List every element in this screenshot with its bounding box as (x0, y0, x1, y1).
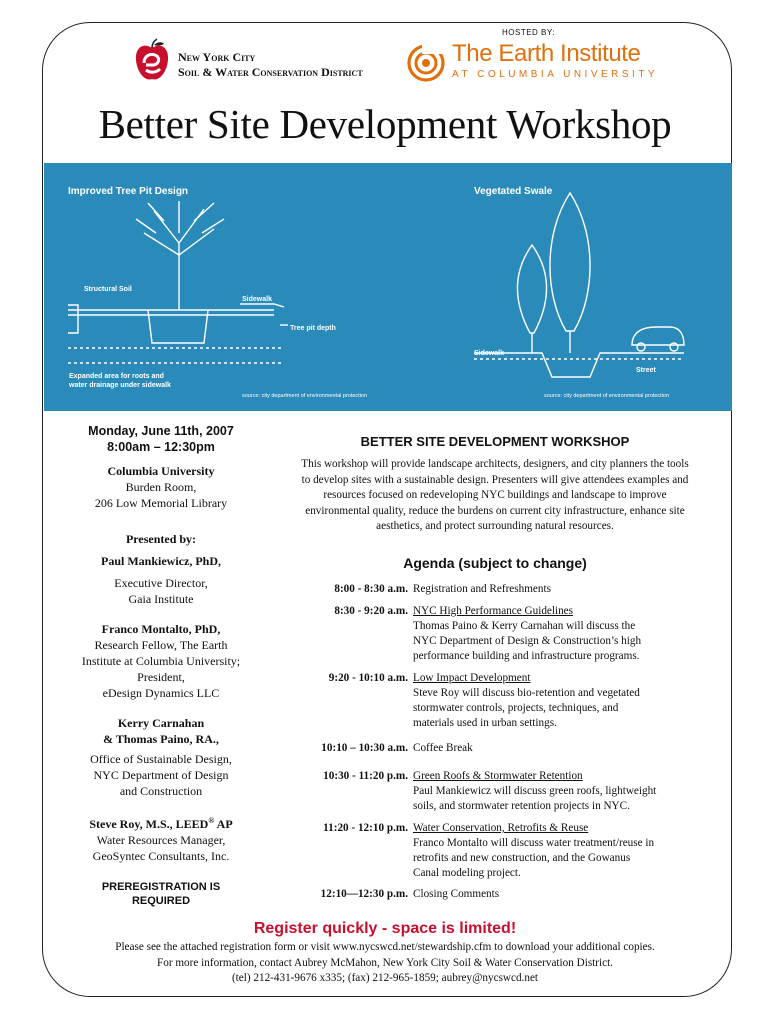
presenter-4-name (55, 813, 267, 832)
apple-logo-icon (133, 38, 171, 84)
agenda-title: Green Roofs & Stormwater Retention (413, 770, 583, 782)
prereg-line2: REQUIRED (131, 895, 191, 907)
banner-right-title: Vegetated Swale (474, 186, 553, 197)
agenda-desc: Steve Roy will discuss bio-retention and vegetated (413, 687, 640, 699)
banner-left-title: Improved Tree Pit Design (68, 186, 189, 197)
agenda-heading: Agenda (subject to change) (403, 555, 587, 571)
agenda-desc: Paul Mankiewicz will discuss green roofs, lightweight (413, 785, 657, 797)
register-notice: Register quickly - space is limited! (253, 920, 517, 937)
nyc-swcd-name (178, 50, 363, 80)
preregistration-notice (55, 880, 267, 908)
agenda-time: 8:00 - 8:30 a.m. (334, 583, 408, 595)
agenda-title: Coffee Break (413, 742, 473, 754)
presenter-4-name-text: Steve Roy, M.S., LEED (89, 817, 209, 831)
source-right: source: city department of environmental protection (544, 393, 670, 399)
agenda-time: 12:10—12:30 p.m. (320, 888, 408, 900)
event-library: 206 Low Memorial Library (94, 496, 228, 510)
agenda-desc: retrofits and new construction, and the Gowanus (413, 852, 631, 864)
intro-line5: aesthetics, and protect surrounding natural resources. (376, 520, 614, 532)
source-left: source: city department of environmental protection (242, 393, 368, 399)
agenda-time: 10:10 – 10:30 a.m. (321, 742, 408, 754)
agenda-desc: Canal modeling project. (413, 867, 521, 879)
workshop-intro (270, 457, 720, 535)
tree-pit-depth-label: Tree pit depth (290, 325, 336, 332)
intro-line3: resources focused on redeveloping NYC buildings and landscape to improve (323, 489, 667, 501)
intro-line2: to develop sites with a sustainable design. Presenters will give attendees examples and (301, 473, 689, 486)
prereg-line1: PREREGISTRATION IS (101, 881, 221, 893)
sidewalk-label: Sidewalk (242, 296, 272, 303)
agenda-desc: materials used in urban settings. (413, 717, 557, 729)
agenda-title: Water Conservation, Retrofits & Reuse (413, 822, 589, 834)
nyc-name-line1: New York City (178, 50, 256, 64)
footer-line1: Please see the attached registration form or visit www.nycswcd.net/stewardship.cfm to download your additional copies. (115, 941, 655, 953)
event-date: Monday, June 11th, 2007 (88, 424, 234, 438)
intro-line1: This workshop will provide landscape architects, designers, and city planners the tools (301, 458, 689, 470)
presenter-4-line2: GeoSyntec Consultants, Inc. (92, 849, 230, 863)
presenters-heading: Presented by: (125, 532, 197, 546)
agenda-time: 10:30 - 11:20 p.m. (323, 770, 408, 782)
agenda-desc: NYC Department of Design & Construction’s high (413, 635, 642, 647)
presenters (55, 531, 267, 864)
agenda-title: NYC High Performance Guidelines (413, 605, 574, 617)
agenda-desc: Franco Montalto will discuss water treatment/reuse in (413, 837, 655, 849)
presenter-2-line3: President, (137, 670, 185, 684)
agenda-desc: soils, and stormwater retention projects in NYC. (413, 800, 630, 812)
presenter-1-role: Executive Director, (114, 576, 208, 590)
earth-institute-logo-icon (407, 42, 445, 82)
intro-line4: environmental quality, reduce the burdens on current city infrastructure, enhance site (305, 504, 685, 517)
hosted-by-label: HOSTED BY: (502, 28, 556, 37)
event-room: Burden Room, (125, 480, 197, 494)
agenda-desc: stormwater controls, projects, techniques, and (413, 702, 619, 714)
presenter-4-ap: AP (214, 817, 233, 831)
presenter-2-line4: eDesign Dynamics LLC (102, 686, 220, 700)
event-details (55, 423, 267, 511)
agenda-desc: performance building and infrastructure programs. (413, 650, 640, 662)
footer-line3: (tel) 212-431-9676 x335; (fax) 212-965-1859; aubrey@nycswcd.net (231, 972, 539, 984)
presenter-3-line3: and Construction (119, 784, 203, 798)
earth-institute-title: The Earth Institute (452, 40, 641, 67)
expanded-area-label-2: water drainage under sidewalk (69, 382, 171, 389)
presenter-3-line2: NYC Department of Design (93, 768, 229, 782)
presenter-3-name-1: Kerry Carnahan (117, 716, 205, 730)
presenter-2-line2: Institute at Columbia University; (81, 654, 241, 668)
agenda-title: Closing Comments (413, 888, 500, 900)
agenda-time: 8:30 - 9:20 a.m. (334, 605, 408, 617)
sidewalk2-label: Sidewalk (474, 350, 504, 357)
presenter-1-org: Gaia Institute (128, 592, 194, 606)
event-venue: Columbia University (107, 464, 215, 478)
nyc-name-line2: Soil & Water Conservation District (178, 65, 363, 79)
agenda-time: 11:20 - 12:10 p.m. (323, 822, 408, 834)
page-title: Better Site Development Workshop (98, 101, 672, 147)
presenter-2-name: Franco Montalto, PhD, (101, 622, 221, 636)
presenter-1-name: Paul Mankiewicz, PhD, (101, 554, 221, 568)
footer-line2: For more information, contact Aubrey McMahon, New York City Soil & Water Conservation District. (157, 956, 613, 969)
presenter-2-line1: Research Fellow, The Earth (94, 638, 228, 652)
workshop-heading: BETTER SITE DEVELOPMENT WORKSHOP (360, 434, 630, 449)
swale-drawing (474, 193, 684, 377)
event-time: 8:00am – 12:30pm (107, 440, 215, 454)
presenter-3-name-2: & Thomas Paino, RA., (103, 732, 219, 746)
agenda-desc: Thomas Paino & Kerry Carnahan will discuss the (413, 620, 636, 632)
registered-mark: ® (208, 816, 215, 825)
illustration-banner (44, 163, 732, 411)
structural-soil-label: Structural Soil (84, 286, 132, 293)
banner-illustration (44, 163, 732, 411)
presenter-3-line1: Office of Sustainable Design, (90, 752, 232, 766)
agenda-time: 9:20 - 10:10 a.m. (328, 672, 408, 684)
presenter-4-line1: Water Resources Manager, (96, 833, 226, 847)
agenda-title: Registration and Refreshments (413, 583, 551, 595)
street-label: Street (636, 367, 656, 374)
earth-institute-subtitle: AT COLUMBIA UNIVERSITY (452, 69, 659, 80)
agenda-title: Low Impact Development (413, 672, 531, 684)
footer (0, 940, 770, 987)
expanded-area-label-1: Expanded area for roots and (69, 373, 164, 380)
tree-pit-drawing (68, 201, 288, 363)
